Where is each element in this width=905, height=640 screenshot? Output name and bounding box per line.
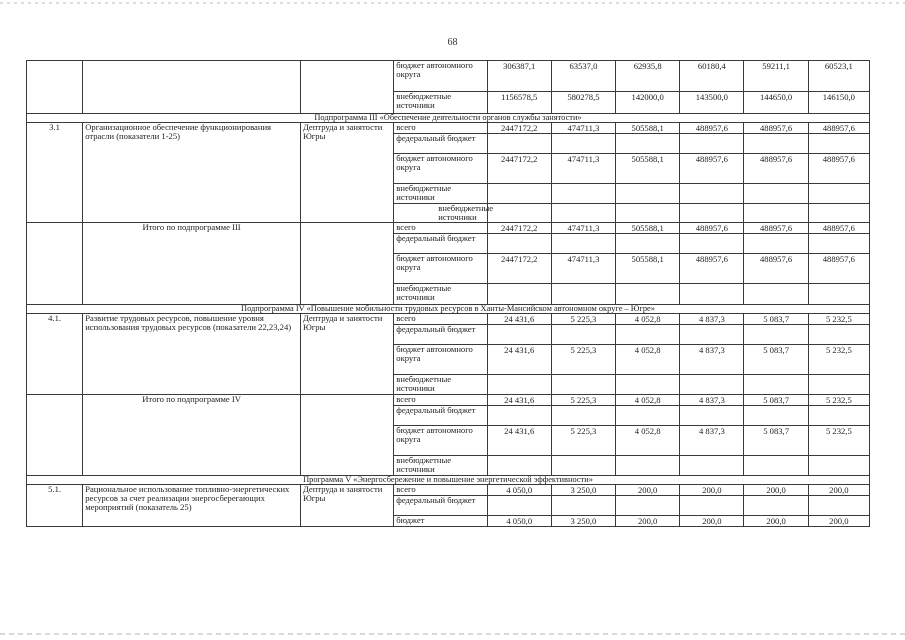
value-cell: 306387,1 <box>487 61 551 92</box>
value-cell: 200,0 <box>680 516 744 527</box>
value-cell <box>680 456 744 476</box>
item-executor: Дептруда и занятости Югры <box>300 123 393 223</box>
value-cell <box>616 184 680 204</box>
item-executor: Дептруда и занятости Югры <box>300 314 393 395</box>
value-cell: 2447172,2 <box>487 154 551 184</box>
value-cell: 488957,6 <box>808 154 869 184</box>
value-cell: 488957,6 <box>744 254 808 284</box>
value-cell: 59211,1 <box>744 61 808 92</box>
funding-source: бюджет автономного округа <box>394 426 487 456</box>
value-cell: 3 250,0 <box>551 516 615 527</box>
value-cell <box>744 204 808 223</box>
value-cell <box>808 406 869 426</box>
value-cell <box>551 204 615 223</box>
page-number: 68 <box>447 37 458 48</box>
value-cell <box>616 234 680 254</box>
item-no: 4.1. <box>27 314 83 395</box>
value-cell: 488957,6 <box>808 223 869 234</box>
funding-source: всего <box>394 223 487 234</box>
table-row <box>27 223 870 234</box>
value-cell: 488957,6 <box>744 223 808 234</box>
value-cell <box>744 406 808 426</box>
value-cell: 5 225,3 <box>551 395 615 406</box>
subprogram-3-title: Подпрограмма III «Обеспечение деятельности органов службы занятости» <box>27 114 870 123</box>
funding-source: внебюджетные источники <box>394 204 487 223</box>
value-cell: 142000,0 <box>616 92 680 114</box>
value-cell <box>744 284 808 305</box>
value-cell: 200,0 <box>616 485 680 496</box>
value-cell <box>551 284 615 305</box>
value-cell <box>680 134 744 154</box>
value-cell: 4 837,3 <box>680 395 744 406</box>
value-cell: 5 232,5 <box>808 426 869 456</box>
funding-source: всего <box>394 314 487 325</box>
value-cell: 200,0 <box>744 516 808 527</box>
value-cell: 24 431,6 <box>487 345 551 375</box>
funding-source: бюджет автономного округа <box>394 154 487 184</box>
value-cell: 4 837,3 <box>680 426 744 456</box>
value-cell <box>551 234 615 254</box>
value-cell <box>487 375 551 395</box>
value-cell: 488957,6 <box>744 123 808 134</box>
value-cell: 4 052,8 <box>616 426 680 456</box>
value-cell: 2447172,2 <box>487 254 551 284</box>
value-cell: 200,0 <box>808 516 869 527</box>
value-cell <box>744 234 808 254</box>
value-cell <box>616 456 680 476</box>
value-cell: 146150,0 <box>808 92 869 114</box>
table-row <box>27 395 870 406</box>
value-cell <box>487 184 551 204</box>
funding-source: бюджет <box>394 516 487 527</box>
value-cell: 3 250,0 <box>551 485 615 496</box>
table-row <box>27 61 870 92</box>
funding-source: федеральный бюджет <box>394 234 487 254</box>
funding-source: всего <box>394 123 487 134</box>
table-row <box>27 123 870 134</box>
value-cell: 474711,3 <box>551 223 615 234</box>
value-cell <box>680 204 744 223</box>
value-cell <box>551 134 615 154</box>
value-cell <box>680 375 744 395</box>
value-cell <box>551 325 615 345</box>
value-cell: 505588,1 <box>616 223 680 234</box>
item-no: 3.1 <box>27 123 83 223</box>
scan-edge-bottom <box>0 633 905 635</box>
value-cell: 488957,6 <box>808 123 869 134</box>
value-cell: 488957,6 <box>680 154 744 184</box>
value-cell: 474711,3 <box>551 123 615 134</box>
value-cell: 1156578,5 <box>487 92 551 114</box>
value-cell: 143500,0 <box>680 92 744 114</box>
scan-edge-top <box>0 2 905 4</box>
value-cell <box>808 375 869 395</box>
item-no: 5.1. <box>27 485 83 527</box>
value-cell: 488957,6 <box>744 154 808 184</box>
value-cell: 474711,3 <box>551 254 615 284</box>
value-cell: 2447172,2 <box>487 123 551 134</box>
value-cell: 505588,1 <box>616 123 680 134</box>
value-cell <box>744 496 808 516</box>
subprogram-5-title: Программа V «Энергосбережение и повышение энергетической эффективности» <box>27 476 870 485</box>
value-cell <box>551 496 615 516</box>
value-cell <box>616 375 680 395</box>
value-cell <box>551 456 615 476</box>
funding-source: федеральный бюджет <box>394 325 487 345</box>
executor-cell <box>300 61 393 114</box>
value-cell <box>744 134 808 154</box>
value-cell <box>680 406 744 426</box>
value-cell: 505588,1 <box>616 254 680 284</box>
value-cell <box>487 134 551 154</box>
value-cell: 5 083,7 <box>744 314 808 325</box>
funding-source: внебюджетные источники <box>394 456 487 476</box>
value-cell: 5 232,5 <box>808 345 869 375</box>
value-cell: 580278,5 <box>551 92 615 114</box>
budget-table <box>26 60 870 527</box>
funding-source: бюджет автономного округа <box>394 345 487 375</box>
value-cell <box>744 375 808 395</box>
item-no-cell <box>27 61 83 114</box>
value-cell: 4 050,0 <box>487 516 551 527</box>
value-cell: 5 232,5 <box>808 395 869 406</box>
value-cell <box>487 456 551 476</box>
value-cell: 488957,6 <box>808 254 869 284</box>
value-cell: 60180,4 <box>680 61 744 92</box>
value-cell <box>808 284 869 305</box>
value-cell: 4 837,3 <box>680 314 744 325</box>
value-cell <box>808 496 869 516</box>
value-cell: 4 052,8 <box>616 395 680 406</box>
table-row <box>27 314 870 325</box>
table-row <box>27 485 870 496</box>
funding-source: всего <box>394 485 487 496</box>
value-cell: 4 050,0 <box>487 485 551 496</box>
value-cell <box>744 325 808 345</box>
value-cell <box>487 496 551 516</box>
value-cell <box>487 406 551 426</box>
value-cell: 200,0 <box>680 485 744 496</box>
value-cell: 474711,3 <box>551 154 615 184</box>
value-cell: 63537,0 <box>551 61 615 92</box>
funding-source: внебюджетные источники <box>394 284 487 305</box>
value-cell: 62935,8 <box>616 61 680 92</box>
value-cell: 488957,6 <box>680 123 744 134</box>
value-cell <box>616 325 680 345</box>
value-cell: 200,0 <box>808 485 869 496</box>
value-cell: 4 052,8 <box>616 345 680 375</box>
value-cell <box>808 234 869 254</box>
total-executor-cell <box>300 395 393 476</box>
value-cell <box>551 184 615 204</box>
value-cell <box>616 204 680 223</box>
value-cell <box>808 456 869 476</box>
value-cell: 60523,1 <box>808 61 869 92</box>
funding-source: внебюджетные источники <box>394 92 487 114</box>
value-cell: 5 083,7 <box>744 345 808 375</box>
funding-source: внебюджетные источники <box>394 375 487 395</box>
funding-source: федеральный бюджет <box>394 496 487 516</box>
value-cell <box>487 325 551 345</box>
value-cell: 200,0 <box>616 516 680 527</box>
value-cell <box>680 325 744 345</box>
value-cell <box>680 284 744 305</box>
table-body <box>27 61 870 527</box>
value-cell: 144650,0 <box>744 92 808 114</box>
value-cell <box>551 406 615 426</box>
funding-source: внебюджетные источники <box>394 184 487 204</box>
value-cell <box>616 284 680 305</box>
value-cell: 24 431,6 <box>487 426 551 456</box>
value-cell <box>616 134 680 154</box>
value-cell <box>680 184 744 204</box>
value-cell: 5 232,5 <box>808 314 869 325</box>
value-cell: 5 225,3 <box>551 426 615 456</box>
funding-source: всего <box>394 395 487 406</box>
value-cell: 488957,6 <box>680 254 744 284</box>
item-name-cell <box>83 61 301 114</box>
value-cell: 5 225,3 <box>551 314 615 325</box>
value-cell <box>808 184 869 204</box>
funding-source: бюджет автономного округа <box>394 61 487 92</box>
value-cell: 5 083,7 <box>744 426 808 456</box>
total-executor-cell <box>300 223 393 305</box>
item-name: Рациональное использование топливно-энергетических ресурсов за счет реализации энергосберегающих мероприятий (показатель 25) <box>83 485 301 527</box>
subprogram-4-total-label: Итого по подпрограмме IV <box>83 395 301 476</box>
value-cell <box>744 184 808 204</box>
value-cell <box>680 496 744 516</box>
value-cell <box>487 284 551 305</box>
value-cell <box>808 325 869 345</box>
value-cell <box>808 134 869 154</box>
item-name: Развитие трудовых ресурсов, повышение уровня использования трудовых ресурсов (показатели 22,23,24) <box>83 314 301 395</box>
value-cell <box>616 406 680 426</box>
funding-source: бюджет автономного округа <box>394 254 487 284</box>
value-cell <box>487 234 551 254</box>
funding-source: федеральный бюджет <box>394 406 487 426</box>
value-cell: 24 431,6 <box>487 314 551 325</box>
value-cell <box>808 204 869 223</box>
value-cell <box>616 496 680 516</box>
value-cell: 5 083,7 <box>744 395 808 406</box>
total-no-cell <box>27 223 83 305</box>
value-cell <box>744 456 808 476</box>
subprogram-4-title: Подпрограмма IV «Повышение мобильности трудовых ресурсов в Ханты-Мансийском автономном округе – Югре» <box>27 305 870 314</box>
value-cell <box>680 234 744 254</box>
total-no-cell <box>27 395 83 476</box>
item-name: Организационное обеспечение функционирования отрасли (показатели 1-25) <box>83 123 301 223</box>
item-executor: Дептруда и занятости Югры <box>300 485 393 527</box>
value-cell: 4 837,3 <box>680 345 744 375</box>
value-cell <box>487 204 551 223</box>
value-cell: 2447172,2 <box>487 223 551 234</box>
value-cell <box>551 375 615 395</box>
value-cell: 24 431,6 <box>487 395 551 406</box>
value-cell: 200,0 <box>744 485 808 496</box>
value-cell: 4 052,8 <box>616 314 680 325</box>
funding-source: федеральный бюджет <box>394 134 487 154</box>
value-cell: 488957,6 <box>680 223 744 234</box>
value-cell: 505588,1 <box>616 154 680 184</box>
value-cell: 5 225,3 <box>551 345 615 375</box>
subprogram-3-total-label: Итого по подпрограмме III <box>83 223 301 305</box>
